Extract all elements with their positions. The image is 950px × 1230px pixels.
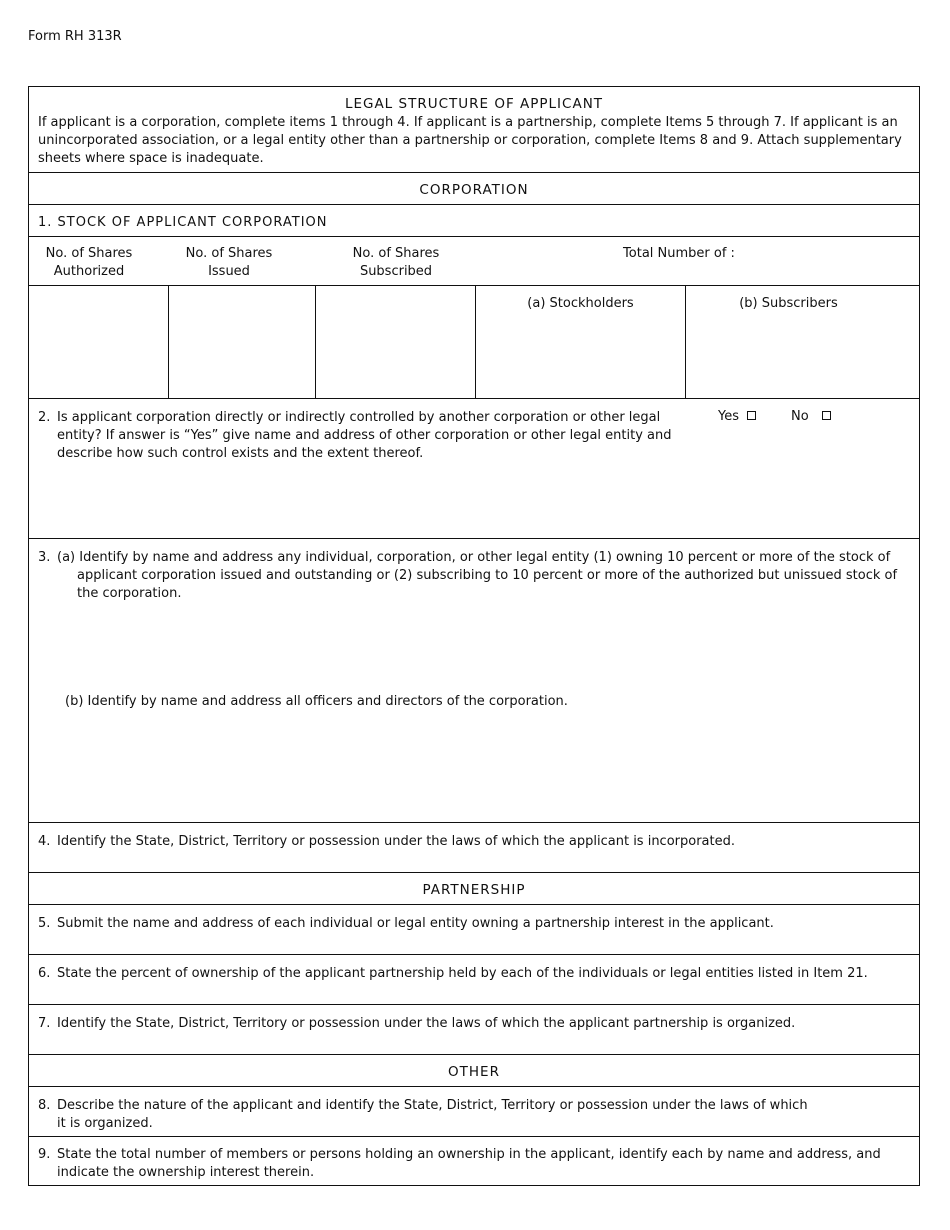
- item3-number: 3.: [38, 550, 51, 565]
- item7-text: Identify the State, District, Territory or possession under the laws of which the applicant partnership is organized.: [57, 1016, 796, 1031]
- col-total-number: Total Number of :: [623, 246, 735, 261]
- form-title: LEGAL STRUCTURE OF APPLICANT: [344, 96, 604, 112]
- partnership-heading-row: [29, 873, 919, 905]
- header-section: [29, 87, 919, 173]
- item3-row: [29, 539, 919, 823]
- corporation-heading: CORPORATION: [419, 182, 529, 198]
- col-shares-issued: No. of Shares Issued: [185, 246, 273, 279]
- col-shares-authorized: No. of Shares Authorized: [45, 246, 133, 279]
- item4-question: [38, 833, 905, 851]
- item2-row: [29, 399, 919, 539]
- item8-row: [29, 1087, 919, 1137]
- item2-text: Is applicant corporation directly or indirectly controlled by another corporation or other legal entity? If answer is “Yes” give name and address of other corporation or other legal entity and describe how such control exists and the extent thereof.: [57, 410, 672, 461]
- item3a-question: [38, 549, 905, 603]
- item3a-text: (a) Identify by name and address any individual, corporation, or other legal entity (1) owning 10 percent or more of the stock of applicant corporation issued and outstanding or (2) subscribing to 10 percent or more of the authorized but unissued stock of the corporation.: [57, 550, 898, 601]
- other-heading: OTHER: [448, 1064, 500, 1080]
- other-heading-row: [29, 1055, 919, 1087]
- item1-title-row: [29, 205, 919, 237]
- form-frame: [28, 86, 920, 1186]
- item7-number: 7.: [38, 1016, 51, 1031]
- item4-row: [29, 823, 919, 873]
- item9-text: State the total number of members or persons holding an ownership in the applicant, identify each by name and address, and indicate the ownership interest therein.: [57, 1147, 881, 1180]
- item5-row: [29, 905, 919, 955]
- subscribers-label: (b) Subscribers: [739, 296, 838, 311]
- item5-text: Submit the name and address of each individual or legal entity owning a partnership interest in the applicant.: [57, 916, 774, 931]
- item6-question: [38, 965, 905, 983]
- item2-no-option[interactable]: [791, 409, 831, 424]
- item8-question: [38, 1097, 809, 1133]
- form-number: Form RH 313R: [28, 29, 122, 44]
- no-checkbox[interactable]: [822, 411, 831, 420]
- item3b-text: (b) Identify by name and address all officers and directors of the corporation.: [65, 694, 568, 709]
- col-shares-subscribed: No. of Shares Subscribed: [352, 246, 440, 279]
- item9-row: [29, 1137, 919, 1185]
- form-instructions: If applicant is a corporation, complete items 1 through 4. If applicant is a partnership, complete Items 5 through 7. If applicant is an unincorporated association, or a legal entity other than a partnership or corporation, complete Items 8 and 9. Attach supplementary sheets where space is inadequate.: [38, 115, 902, 166]
- item6-row: [29, 955, 919, 1005]
- item1-column-headers: [29, 237, 919, 286]
- item1-data-row: [29, 286, 919, 399]
- item6-text: State the percent of ownership of the applicant partnership held by each of the individuals or legal entities listed in Item 21.: [57, 966, 868, 981]
- item9-number: 9.: [38, 1147, 51, 1162]
- item1-title: [38, 215, 328, 230]
- item1-title-text: STOCK OF APPLICANT CORPORATION: [57, 215, 328, 230]
- item8-number: 8.: [38, 1098, 51, 1113]
- shares-subscribed-cell[interactable]: [317, 286, 475, 398]
- item5-question: [38, 915, 905, 933]
- no-label: No: [791, 409, 809, 424]
- item7-question: [38, 1015, 905, 1033]
- item4-text: Identify the State, District, Territory or possession under the laws of which the applicant is incorporated.: [57, 834, 735, 849]
- item9-question: [38, 1146, 905, 1182]
- item2-question: [38, 409, 679, 463]
- item2-number: 2.: [38, 410, 51, 425]
- item1-number: 1.: [38, 215, 53, 230]
- yes-checkbox[interactable]: [747, 411, 756, 420]
- partnership-heading: PARTNERSHIP: [422, 882, 526, 898]
- stockholders-label: (a) Stockholders: [527, 296, 634, 311]
- item3b-question: [65, 693, 905, 711]
- item8-text: Describe the nature of the applicant and identify the State, District, Territory or possession under the laws of which it is organized.: [57, 1098, 808, 1131]
- item5-number: 5.: [38, 916, 51, 931]
- item6-number: 6.: [38, 966, 51, 981]
- corporation-heading-row: [29, 173, 919, 205]
- cell-divider: [315, 286, 316, 398]
- item7-row: [29, 1005, 919, 1055]
- shares-issued-cell[interactable]: [169, 286, 315, 398]
- yes-label: Yes: [718, 409, 739, 424]
- item2-yes-option[interactable]: [718, 409, 756, 424]
- shares-authorized-cell[interactable]: [29, 286, 168, 398]
- item4-number: 4.: [38, 834, 51, 849]
